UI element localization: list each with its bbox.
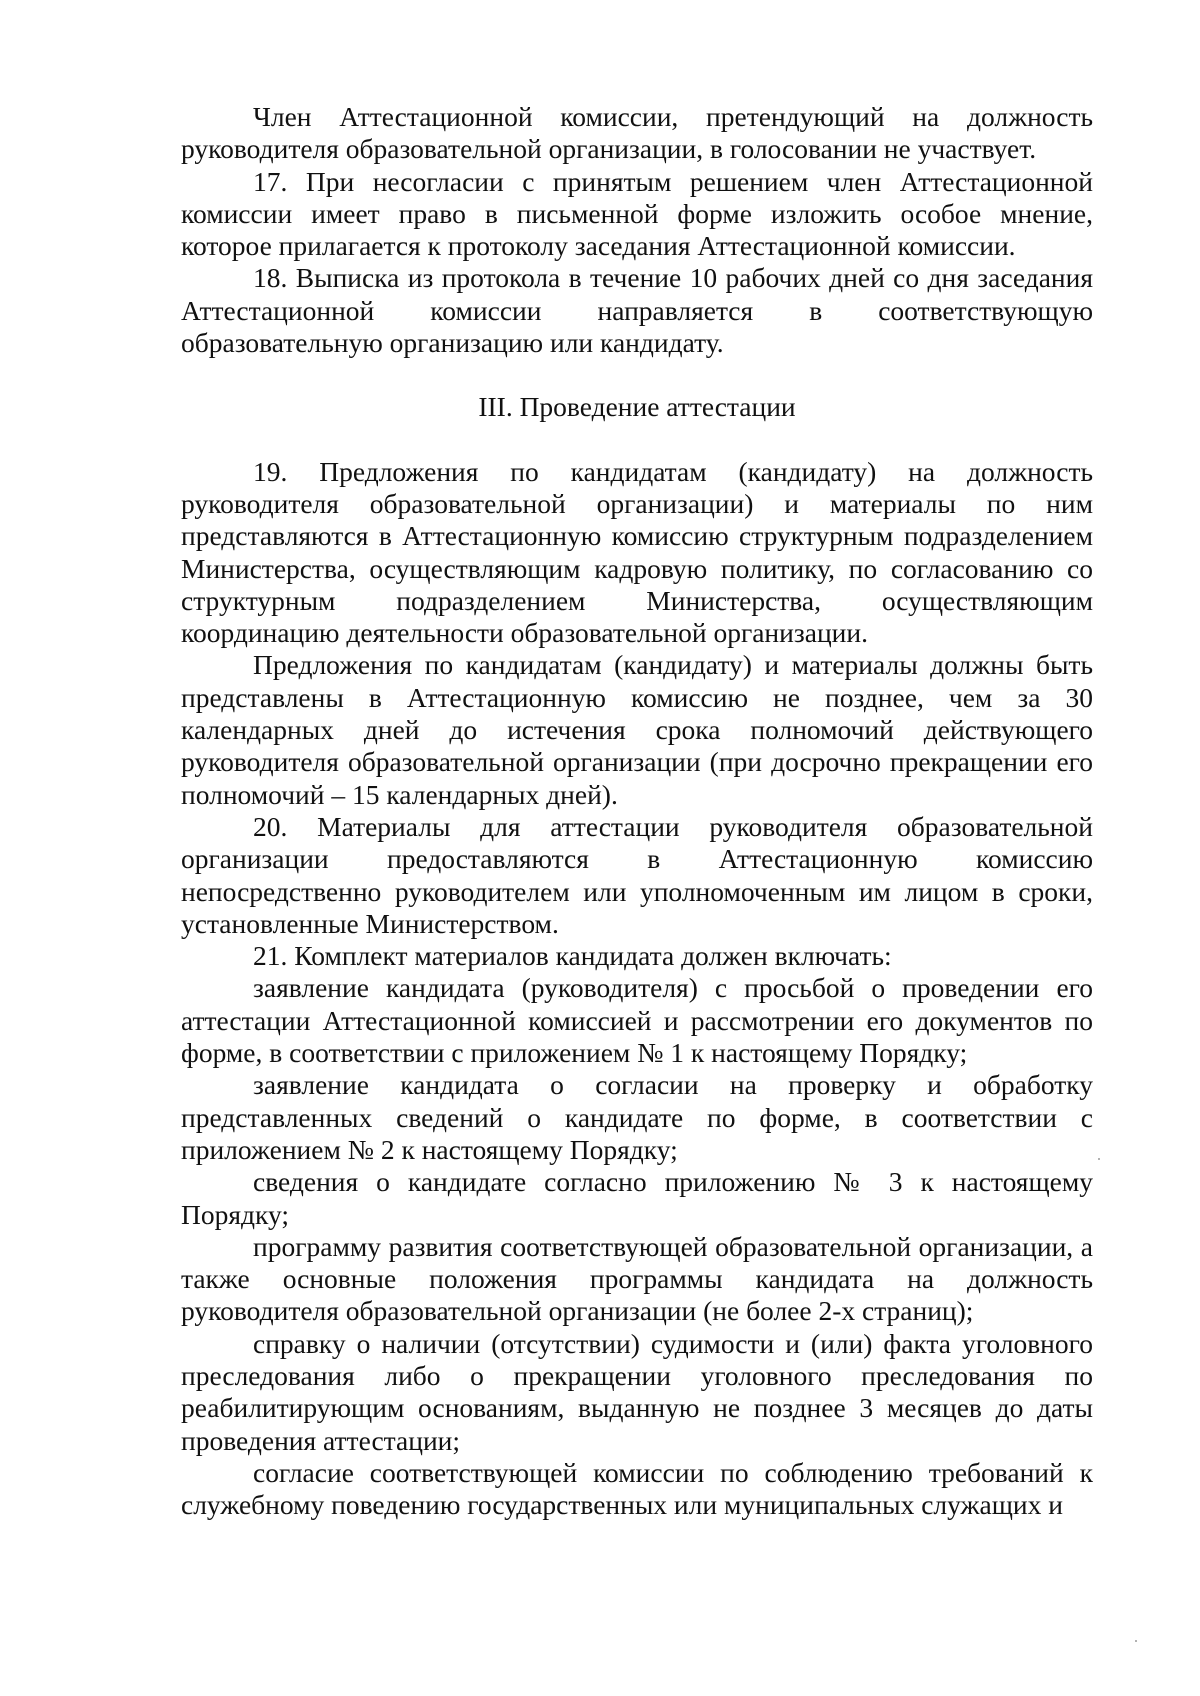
list-item-development-program: программу развития соответствующей образовательной организации, а также основные положения программы кандидата на должность руководителя образовательной организации (не более 2-х страниц); xyxy=(181,1230,1093,1327)
list-item-candidate-info: сведения о кандидате согласно приложению № 3 к настоящему Порядку; xyxy=(181,1166,1093,1230)
paragraph-17-dissent: 17. При несогласии с принятым решением член Аттестационной комиссии имеет право в письменной форме изложить особое мнение, которое прилагается к протоколу заседания Аттестационной комиссии. xyxy=(181,165,1093,262)
paragraph-18-protocol-extract: 18. Выписка из протокола в течение 10 рабочих дней со дня заседания Аттестационной комиссии направляется в соответствующую образовательную организацию или кандидату. xyxy=(181,262,1093,359)
scan-speck xyxy=(1098,1158,1100,1160)
list-item-criminal-record-certificate: справку о наличии (отсутствии) судимости и (или) факта уголовного преследования либо о прекращении уголовного преследования по реабилитирующим основаниям, выданную не позднее 3 месяцев до даты проведения аттестации; xyxy=(181,1327,1093,1456)
paragraph-19-proposals: 19. Предложения по кандидатам (кандидату) на должность руководителя образовательной организации) и материалы по ним представляются в Аттестационную комиссию структурным подразделением Министерства, осуществляющим кадровую политику, по согласованию со структурным подразделением Министерства, осуществляющим координацию деятельности образовательной организации. xyxy=(181,455,1093,649)
list-item-commission-consent: согласие соответствующей комиссии по соблюдению требований к служебному поведению государственных или муниципальных служащих и xyxy=(181,1456,1093,1521)
document-body xyxy=(181,101,1093,1521)
paragraph-20-materials: 20. Материалы для аттестации руководителя образовательной организации предоставляются в Аттестационную комиссию непосредственно руководителем или уполномоченным им лицом в сроки, установленные Министерством. xyxy=(181,810,1093,939)
list-item-consent-processing: заявление кандидата о согласии на проверку и обработку представленных сведений о кандидате по форме, в соответствии с приложением № 2 к настоящему Порядку; xyxy=(181,1069,1093,1165)
section-heading: III. Проведение аттестации xyxy=(478,391,796,423)
scan-speck xyxy=(1135,1640,1137,1642)
paragraph-member-not-voting: Член Аттестационной комиссии, претендующий на должность руководителя образовательной организации, в голосовании не участвует. xyxy=(181,101,1093,165)
list-item-application: заявление кандидата (руководителя) с просьбой о проведении его аттестации Аттестационной комиссией и рассмотрении его документов по форме, в соответствии с приложением № 1 к настоящему Порядку; xyxy=(181,972,1093,1069)
paragraph-proposals-deadline: Предложения по кандидатам (кандидату) и материалы должны быть представлены в Аттестационную комиссию не позднее, чем за 30 календарных дней до истечения срока полномочий действующего руководителя образовательной организации (при досрочно прекращении его полномочий – 15 календарных дней). xyxy=(181,649,1093,810)
paragraph-21-materials-set: 21. Комплект материалов кандидата должен включать: xyxy=(253,940,892,972)
